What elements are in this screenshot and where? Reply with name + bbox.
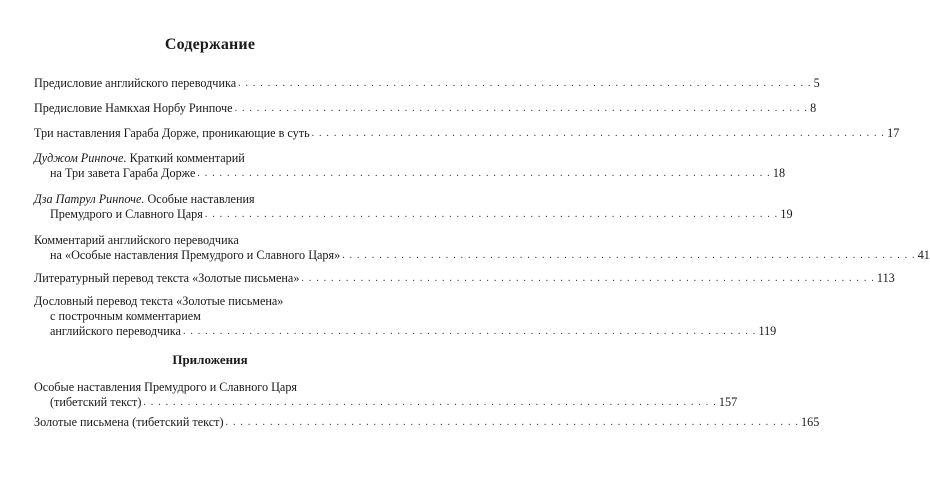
dot-leader xyxy=(143,395,717,410)
dot-leader xyxy=(235,101,809,116)
toc-page-number: 157 xyxy=(718,395,738,409)
appendix-heading: Приложения xyxy=(172,352,248,367)
toc-page-number: 5 xyxy=(813,76,820,90)
toc-entry-text: Три наставления Гараба Дорже, проникающие в суть xyxy=(34,126,310,140)
dot-leader xyxy=(197,166,771,181)
toc-entry-text: Комментарий английского переводчика xyxy=(34,233,239,247)
toc-entry-author: Дуджом Ринпоче. xyxy=(34,151,127,165)
toc-entry xyxy=(34,233,930,263)
toc-entry xyxy=(34,126,900,141)
toc-entry xyxy=(34,76,820,91)
toc-page-number: 19 xyxy=(780,207,793,221)
toc-entry-text: Краткий комментарий xyxy=(129,151,245,165)
toc-entry-text: Предисловие английского переводчика xyxy=(34,76,237,90)
toc-entry-text: Предисловие Намкхая Норбу Ринпоче xyxy=(34,101,233,115)
toc-entry-author: Дза Патрул Ринпоче. xyxy=(34,192,145,206)
toc-entry xyxy=(34,271,895,286)
toc-entry xyxy=(34,192,793,222)
toc-entry-text: Дословный перевод текста «Золотые письмена» xyxy=(34,294,284,308)
toc-entry xyxy=(34,151,786,181)
toc-entry xyxy=(34,415,820,430)
dot-leader xyxy=(205,207,779,222)
toc-entry-text: английского переводчика xyxy=(50,324,181,338)
dot-leader xyxy=(226,415,800,430)
toc-entry-text: Особые наставления xyxy=(147,192,255,206)
toc-page-number: 165 xyxy=(801,415,820,429)
toc-entry xyxy=(34,380,738,410)
dot-leader xyxy=(238,76,812,91)
toc-entry xyxy=(34,101,817,116)
toc-entry-text: на Три завета Гараба Дорже xyxy=(50,166,196,180)
toc-page-number: 17 xyxy=(887,126,900,140)
toc-entry-text: Премудрого и Славного Царя xyxy=(50,207,203,221)
toc-entry-text: Золотые письмена (тибетский текст) xyxy=(34,415,224,429)
toc-page-number: 119 xyxy=(758,324,777,338)
toc-page-number: 113 xyxy=(876,271,895,285)
dot-leader xyxy=(183,324,757,339)
toc-entry-text: Особые наставления Премудрого и Славного Царя xyxy=(34,380,298,394)
toc-page-number: 18 xyxy=(772,166,786,180)
toc-entry-text: (тибетский текст) xyxy=(50,395,142,409)
dot-leader xyxy=(342,248,916,263)
toc-entry-text: с построчным комментарием xyxy=(50,309,201,323)
toc-page-number: 8 xyxy=(810,101,817,115)
page-title: Содержание xyxy=(164,36,256,53)
toc-page-number: 41 xyxy=(917,248,930,262)
dot-leader xyxy=(301,271,875,286)
toc-entry-text: на «Особые наставления Премудрого и Славного Царя» xyxy=(50,248,341,262)
dot-leader xyxy=(312,126,886,141)
toc-entry-text: Литературный перевод текста «Золотые письмена» xyxy=(34,271,300,285)
toc-entry xyxy=(34,294,777,339)
